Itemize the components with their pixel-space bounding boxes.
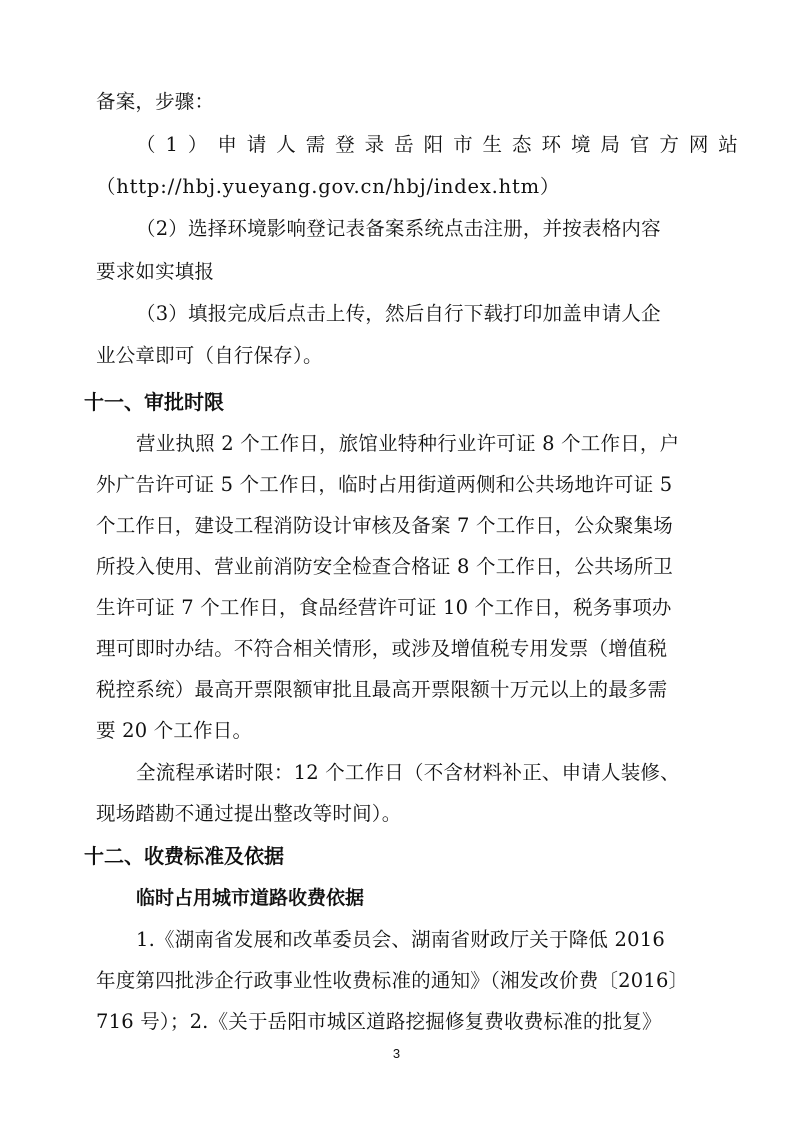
text-line: 生许可证 7 个工作日，食品经营许可证 10 个工作日，税务事项办 [96,596,672,619]
text-line: 外广告许可证 5 个工作日，临时占用街道两侧和公共场地许可证 5 [96,473,673,496]
text-line: 税控系统）最高开票限额审批且最高开票限额十万元以上的最多需 [96,678,668,701]
text-line: 所投入使用、营业前消防安全检查合格证 8 个工作日，公共场所卫 [96,555,674,578]
text-line: （ 1 ） 申 请 人 需 登 录 岳 阳 市 生 态 环 境 局 官 方 网 站 [136,133,738,156]
text-line: 理可即时办结。不符合相关情形，或涉及增值税专用发票（增值税 [96,637,668,660]
url-line: （http://hbj.yueyang.gov.cn/hbj/index.htm） [96,175,561,198]
text-line: （2）选择环境影响登记表备案系统点击注册，并按表格内容 [136,217,661,240]
subsection-heading: 临时占用城市道路收费依据 [136,887,365,909]
text-line: 个工作日，建设工程消防设计审核及备案 7 个工作日，公众聚集场 [96,514,674,537]
text-line: 1.《湖南省发展和改革委员会、湖南省财政厅关于降低 2016 [136,928,665,951]
text-line: 要 20 个工作日。 [96,719,253,742]
text-line: （3）填报完成后点击上传，然后自行下载打印加盖申请人企 [136,302,661,325]
text-line: 年度第四批涉企行政事业性收费标准的通知》（湘发改价费〔2016〕 [96,969,689,992]
text-line: 营业执照 2 个工作日，旅馆业特种行业许可证 8 个工作日，户 [136,432,680,455]
text-line: 全流程承诺时限：12 个工作日（不含材料补正、申请人装修、 [136,761,680,784]
section-heading: 十二、收费标准及依据 [84,844,284,868]
text-line: 备案，步骤： [96,90,215,113]
page-number: 3 [392,1046,401,1061]
text-line: 要求如实填报 [96,260,215,283]
text-line: 现场踏勘不通过提出整改等时间）。 [96,802,402,825]
text-line: 业公章即可（自行保存）。 [96,344,323,367]
text-line: 716 号）；2.《关于岳阳市城区道路挖掘修复费收费标准的批复》 [96,1010,662,1033]
section-heading: 十一、审批时限 [84,390,224,414]
